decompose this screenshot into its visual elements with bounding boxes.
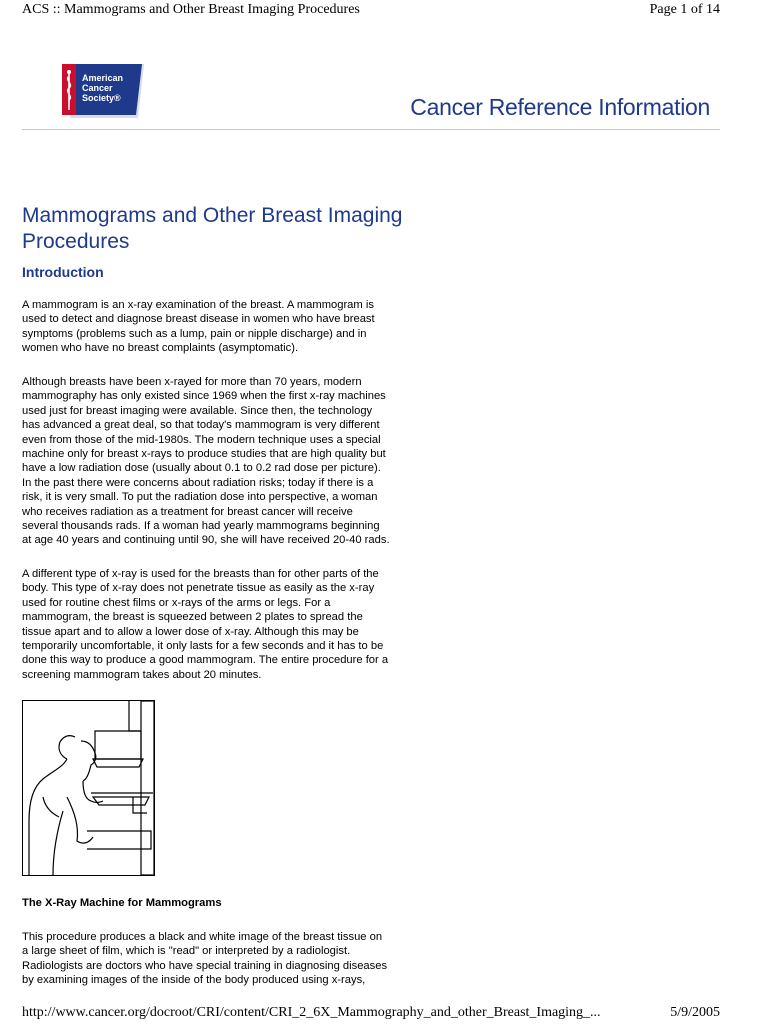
logo-line-3: Society®	[82, 93, 121, 103]
text-line: tissue apart and to allow a lower dose of x-ray. Although this may be	[22, 625, 359, 638]
text-line: women who have no breast complaints (asymptomatic).	[22, 342, 299, 355]
paragraph-3	[22, 567, 442, 682]
text-line: a large sheet of film, which is "read" or interpreted by a radiologist.	[22, 945, 351, 958]
page-title	[22, 203, 482, 255]
print-footer	[22, 1005, 720, 1021]
figure-caption: The X-Ray Machine for Mammograms	[22, 897, 222, 909]
acs-logo[interactable]	[62, 64, 144, 118]
logo-line-2: Cancer	[82, 83, 113, 93]
print-footer-url[interactable]: http://www.cancer.org/docroot/CRI/content/CRI_2_6X_Mammography_and_other_Breast_Imaging_...	[22, 1005, 601, 1020]
text-line: risk, it is very small. To put the radiation dose into perspective, a woman	[22, 491, 378, 504]
text-line: who receives radiation as a treatment for breast cancer will receive	[22, 505, 353, 518]
paragraph-4	[22, 930, 442, 988]
page-title-line: Procedures	[22, 230, 130, 253]
text-line: Radiologists are doctors who have special training in diagnosing diseases	[22, 959, 388, 972]
paragraph-1	[22, 298, 442, 356]
text-line: has advanced a great deal, so that today's mammogram is very different	[22, 419, 380, 432]
print-header	[22, 2, 720, 18]
section-title: Cancer Reference Information	[410, 94, 710, 120]
mammogram-machine-drawing	[23, 701, 154, 875]
mammogram-machine-illustration	[22, 700, 155, 876]
text-line: In the past there were concerns about radiation risks; today if there is a	[22, 476, 374, 489]
text-line: machine only for breast x-rays to produce studies that are high quality but	[22, 448, 386, 461]
print-header-page: Page 1 of 14	[649, 2, 720, 17]
text-line: have a low radiation dose (usually about 0.1 to 0.2 rad dose per picture).	[22, 462, 381, 475]
text-line: at age 40 years and continuing until 90, she will have received 20-40 rads.	[22, 534, 390, 547]
text-line: used just for breast imaging were available. Since then, the technology	[22, 404, 373, 417]
text-line: screening mammogram takes about 20 minutes.	[22, 668, 262, 681]
text-line: mammogram, the breast is squeezed between 2 plates to spread the	[22, 611, 363, 624]
text-line: used to detect and diagnose breast disease in women who have breast	[22, 313, 375, 326]
introduction-heading: Introduction	[22, 264, 104, 280]
text-line: A different type of x-ray is used for the breasts than for other parts of the	[22, 568, 379, 580]
text-line: Although breasts have been x-rayed for more than 70 years, modern	[22, 376, 362, 388]
text-line: mammography has only existed since 1969 when the first x-ray machines	[22, 390, 386, 403]
text-line: temporarily uncomfortable, it only lasts for a few seconds and it has to be	[22, 640, 384, 653]
acs-logo-graphic	[62, 64, 144, 118]
logo-line-1: American	[82, 73, 124, 83]
page-title-line: Mammograms and Other Breast Imaging	[22, 204, 403, 227]
text-line: used for routine chest films or x-rays of the arms or legs. For a	[22, 596, 331, 609]
text-line: by examining images of the inside of the body produced using x-rays,	[22, 974, 366, 987]
text-line: A mammogram is an x-ray examination of the breast. A mammogram is	[22, 299, 374, 311]
text-line: done this way to produce a good mammogram. The entire procedure for a	[22, 654, 389, 667]
paragraph-2	[22, 375, 442, 548]
text-line: several thousands rads. If a woman had yearly mammograms beginning	[22, 520, 380, 533]
text-line: symptoms (problems such as a lump, pain or nipple discharge) and in	[22, 327, 367, 340]
print-footer-date: 5/9/2005	[670, 1005, 720, 1020]
header-divider	[22, 129, 720, 130]
print-header-title: ACS :: Mammograms and Other Breast Imaging Procedures	[22, 2, 360, 17]
text-line: body. This type of x-ray does not penetrate tissue as easily as the x-ray	[22, 582, 375, 595]
text-line: even from those of the mid-1980s. The modern technique uses a special	[22, 433, 381, 446]
text-line: This procedure produces a black and white image of the breast tissue on	[22, 931, 383, 943]
